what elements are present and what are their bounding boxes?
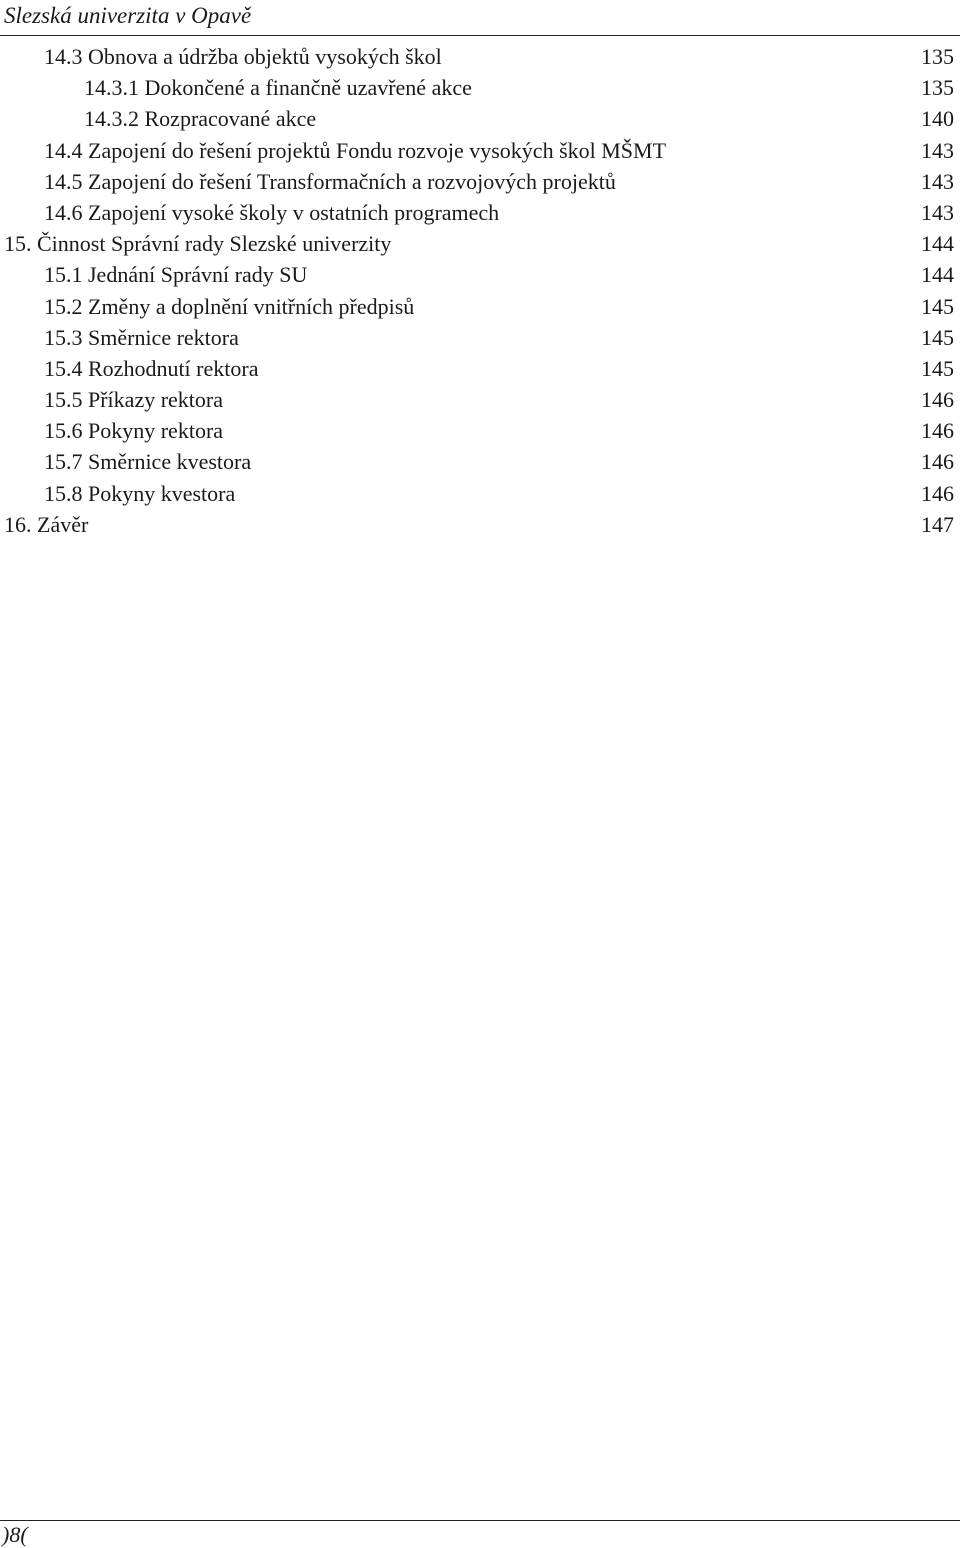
toc-entry[interactable] (0, 353, 960, 384)
toc-entry-page: 145 (921, 293, 954, 319)
toc-entry[interactable] (0, 291, 960, 322)
toc-entry-label: 14.5 Zapojení do řešení Transformačních a rozvojových projektů (44, 168, 616, 194)
toc-entry[interactable] (0, 197, 960, 228)
toc-entry-page: 143 (921, 199, 954, 225)
toc-chapter-label: 15. Činnost Správní rady Slezské univerzity (4, 231, 392, 257)
toc-entry-page: 146 (921, 418, 954, 444)
toc-entry[interactable] (0, 478, 960, 509)
toc-entry-label: 14.3.2 Rozpracované akce (84, 106, 317, 132)
toc-entry-page: 146 (921, 480, 954, 506)
toc-entry-label: 15.8 Pokyny kvestora (44, 480, 236, 506)
toc-entry[interactable] (0, 103, 960, 134)
toc-entry-page: 144 (921, 262, 954, 288)
toc-chapter-label: 16. Závěr (4, 511, 89, 537)
toc-entry-label: 15.2 Změny a doplnění vnitřních předpisů (44, 293, 415, 319)
toc-entry-page: 140 (921, 106, 954, 132)
toc-entry-page: 146 (921, 387, 954, 413)
toc-entry-page: 143 (921, 168, 954, 194)
toc-entry-label: 15.1 Jednání Správní rady SU (44, 262, 308, 288)
toc-entry[interactable] (0, 415, 960, 446)
toc-entry-page: 135 (921, 75, 954, 101)
toc-entry[interactable] (0, 322, 960, 353)
toc-chapter-page: 147 (921, 511, 954, 537)
toc-entry-page: 145 (921, 355, 954, 381)
toc-chapter[interactable] (0, 228, 960, 259)
header-divider (0, 35, 960, 36)
toc-entry-label: 15.7 Směrnice kvestora (44, 449, 252, 475)
toc-entry[interactable] (0, 384, 960, 415)
toc-entry-label: 14.4 Zapojení do řešení projektů Fondu rozvoje vysokých škol MŠMT (44, 137, 667, 163)
toc-entry-label: 14.3 Obnova a údržba objektů vysokých škol (44, 44, 442, 69)
running-header: Slezská univerzita v Opavě (4, 3, 252, 28)
table-of-contents (0, 41, 960, 540)
toc-entry-page: 135 (921, 44, 954, 69)
toc-entry[interactable] (0, 72, 960, 103)
toc-entry-label: 14.3.1 Dokončené a finančně uzavřené akce (84, 75, 472, 101)
toc-entry-page: 145 (921, 324, 954, 350)
toc-chapter[interactable] (0, 509, 960, 540)
toc-entry[interactable] (0, 259, 960, 290)
footer-divider (0, 1520, 960, 1521)
toc-entry-label: 15.3 Směrnice rektora (44, 324, 239, 350)
toc-entry[interactable] (0, 135, 960, 166)
toc-entry-label: 14.6 Zapojení vysoké školy v ostatních programech (44, 199, 500, 225)
toc-entry-label: 15.4 Rozhodnutí rektora (44, 355, 259, 381)
toc-entry-label: 15.6 Pokyny rektora (44, 418, 224, 444)
toc-chapter-page: 144 (921, 231, 954, 257)
toc-entry-page: 143 (921, 137, 954, 163)
toc-entry-page: 146 (921, 449, 954, 475)
toc-entry[interactable] (0, 446, 960, 477)
toc-entry[interactable] (0, 41, 960, 72)
footer-page-number: )8( (2, 1522, 28, 1547)
toc-entry-label: 15.5 Příkazy rektora (44, 387, 223, 413)
toc-entry[interactable] (0, 166, 960, 197)
